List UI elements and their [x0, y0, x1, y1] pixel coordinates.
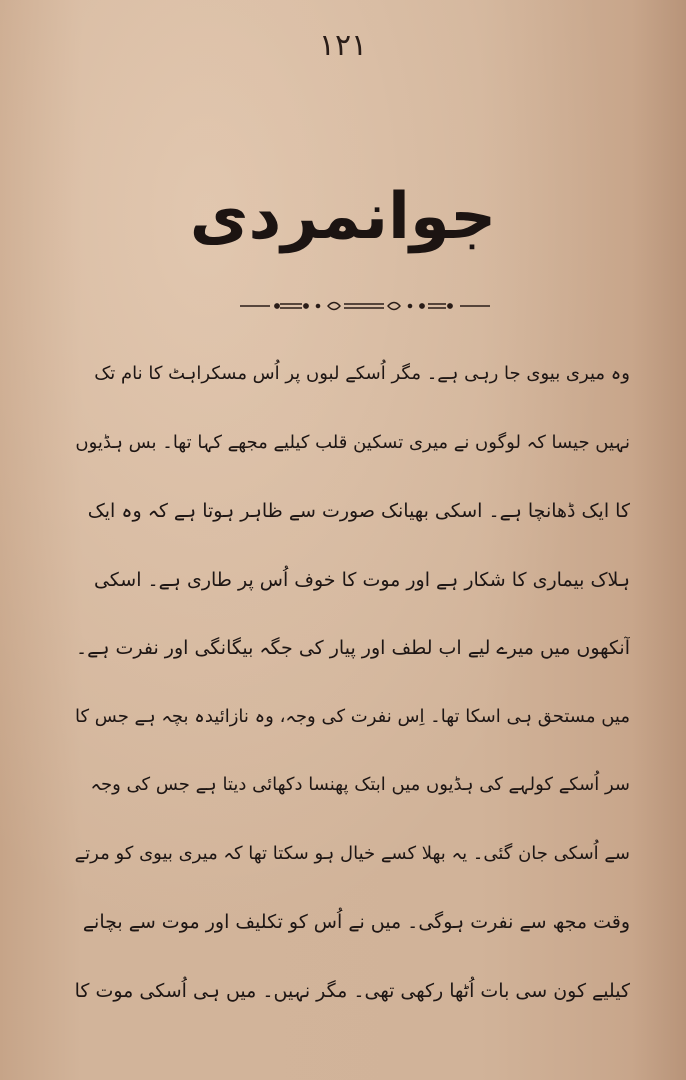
text-line: سے اُسکی جان گئی۔ یہ بھلا کسے خیال ہو سکتا تھا کہ میری بیوی کو مرتے: [74, 842, 630, 864]
text-line: وہ میری بیوی جا رہی ہے۔ مگر اُسکے لبوں پر اُس مسکراہٹ کا نام تک: [94, 363, 630, 384]
body-text: [70, 340, 630, 1025]
text-line: میں مستحق ہی اسکا تھا۔ اِس نفرت کی وجہ، وہ نازائیدہ بچہ ہے جس کا: [74, 705, 630, 727]
ornamental-divider: [240, 296, 490, 316]
page-number: ۱۲۱: [318, 28, 368, 63]
text-line: نہیں جیسا کہ لوگوں نے میری تسکین قلب کیلیے مجھے کہا تھا۔ بس ہڈیوں: [75, 431, 630, 453]
text-line: کا ایک ڈھانچا ہے۔ اسکی بھیانک صورت سے ظاہر ہوتا ہے کہ وہ ایک: [87, 500, 630, 522]
text-line: ہلاک بیماری کا شکار ہے اور موت کا خوف اُس پر طاری ہے۔ اسکی: [93, 568, 630, 591]
chapter-title: جوانمردی: [189, 180, 497, 254]
text-line: وقت مجھ سے نفرت ہوگی۔ میں نے اُس کو تکلیف اور موت سے بچانے: [82, 911, 630, 933]
text-line: آنکھوں میں میرے لیے اب لطف اور پیار کی جگہ بیگانگی اور نفرت ہے۔: [76, 637, 630, 659]
text-line: کیلیے کون سی بات اُٹھا رکھی تھی۔ مگر نہیں۔ میں ہی اُسکی موت کا: [74, 979, 630, 1002]
text-line: سر اُسکے کولہے کی ہڈیوں میں ابتک پھنسا دکھائی دیتا ہے جس کی وجہ: [90, 774, 630, 795]
